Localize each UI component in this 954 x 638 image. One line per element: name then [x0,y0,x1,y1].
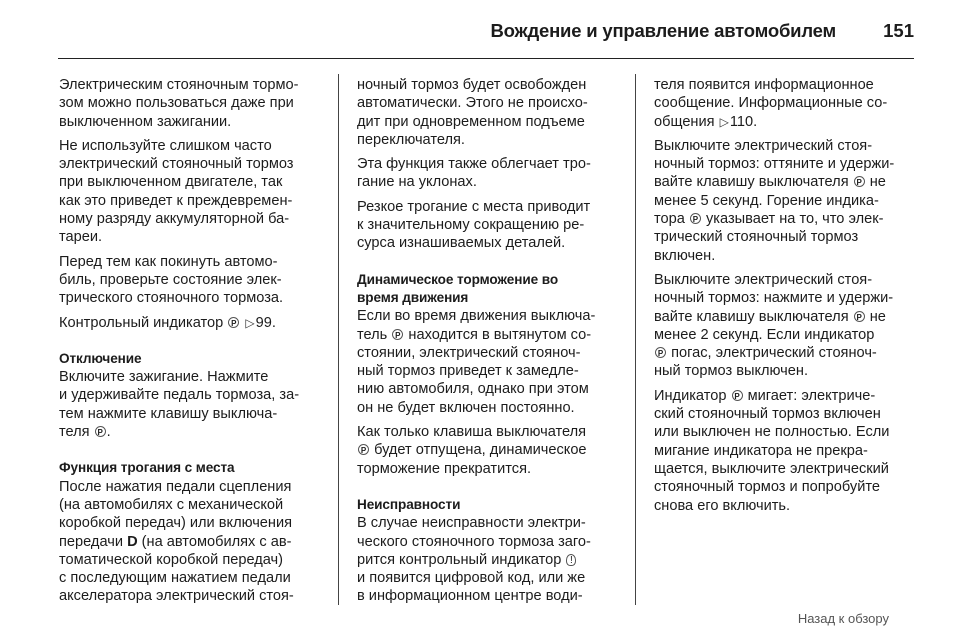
parking-brake-icon: P [732,390,743,401]
text-column-3 [654,76,918,521]
text-line: ному разряду аккумуляторной ба- [59,211,290,228]
parking-brake-icon: P [392,329,403,340]
text-line: Выключите электрический стоя- [654,137,873,154]
text-line: при выключенном двигателе, так [59,174,283,191]
section-heading: Отключение [59,350,142,366]
section [357,271,621,417]
page-title: Вождение и управление автомобилем [490,20,836,41]
text-line: торможение прекратится. [357,460,532,477]
section-heading: Неисправности [357,496,461,512]
text-line: стояночный тормоз и попробуйте [654,479,881,496]
text-fragment: не [869,174,886,191]
text-line: ский стояночный тормоз включен [654,406,881,423]
text-line: ночный тормоз: оттяните и удержи- [654,156,895,173]
column-divider [338,74,339,605]
text-line: (на автомобилях с механической [59,496,284,513]
text-line: Эта функция также облегчает тро- [357,156,591,173]
text-line: или выключен не полностью. Если [654,424,890,441]
text-fragment: вайте клавишу выключателя [654,308,849,325]
text-line: сурса изнашиваемых деталей. [357,235,566,252]
text-fragment: мигает: электриче- [747,387,876,404]
text-fragment: общения [654,113,715,130]
text-line [59,423,323,441]
text-line: ночный тормоз: нажмите и удержи- [654,290,894,307]
text-line: менее 2 секунд. Если индикатор [654,326,875,343]
parking-brake-icon: P [95,426,106,437]
text-line: ный тормоз приведет к замедле- [357,363,579,380]
paragraph [654,387,918,515]
text-line: и появится цифровой код, или же [357,570,586,587]
text-line: стоянии, электрический стояноч- [357,344,581,361]
text-line [654,387,918,405]
paragraph [654,137,918,265]
text-line: с последующим нажатием педали [59,570,291,587]
text-line: дит при одновременном подъеме [357,113,585,130]
text-fragment: вайте клавишу выключателя [654,174,849,191]
text-column-1 [59,76,323,612]
text-line: и удерживайте педаль тормоза, за- [59,387,300,404]
back-to-overview-link[interactable]: Назад к обзору [797,611,889,626]
text-line: нию автомобиля, однако при этом [357,381,589,398]
text-line: коробкой передач) или включения [59,515,293,532]
text-fragment: тора [654,211,685,228]
page-reference-arrow-icon: ▷ [245,315,255,330]
text-line: Выключите электрический стоя- [654,271,873,288]
text-line [654,173,918,191]
paragraph [59,253,323,308]
column-divider [635,74,636,605]
page-reference-link[interactable]: 99. [255,314,276,331]
page-reference-arrow-icon: ▷ [719,114,729,129]
text-line: В случае неисправности электри- [357,515,586,532]
text-line [654,308,918,326]
text-fragment: находится в вытянутом со- [408,326,592,343]
parking-brake-icon: P [655,347,666,358]
paragraph [654,271,918,381]
paragraph [59,137,323,247]
text-line: Как только клавиша выключателя [357,424,587,441]
text-fragment: Индикатор [654,387,727,404]
text-line: теля появится информационное [654,77,874,93]
parking-brake-icon: P [690,213,701,224]
text-fragment: рится контрольный индикатор [357,551,562,568]
paragraph [654,76,918,131]
text-line: сообщение. Информационные со- [654,95,888,112]
paragraph [59,76,323,131]
text-line: Резкое трогание с места приводит [357,198,591,215]
text-line: гание на уклонах. [357,174,477,191]
text-line: трического стояночного тормоза. [59,290,284,307]
text-line [357,441,621,459]
text-line: акселератора электрический стоя- [59,588,294,605]
text-fragment: передачи [59,533,123,550]
parking-brake-icon: P [854,311,865,322]
text-line: зом можно пользоваться даже при [59,95,294,112]
text-line: тем нажмите клавишу выключа- [59,405,278,422]
text-line: ческого стояночного тормоза заго- [357,533,591,550]
text-line: После нажатия педали сцепления [59,478,292,495]
text-line: тареи. [59,229,103,246]
text-fragment: погас, электрический стояноч- [671,345,877,362]
text-line: снова его включить. [654,497,791,514]
text-line: биль, проверьте состояние элек- [59,271,282,288]
header-divider [58,58,914,59]
text-line: Включите зажигание. Нажмите [59,369,269,386]
parking-brake-icon: P [228,317,239,328]
text-line [59,314,323,332]
section [357,496,621,606]
gear-label: D [127,533,138,550]
text-line: автоматически. Этого не происхо- [357,95,588,112]
text-fragment: будет отпущена, динамическое [374,442,587,459]
text-line: Перед тем как покинуть автомо- [59,253,278,270]
text-line: томатической коробкой передач) [59,551,284,568]
text-fragment: не [869,308,886,325]
text-line: Не используйте слишком часто [59,137,272,154]
parking-brake-icon: P [854,176,865,187]
text-line: включен. [654,247,716,264]
text-line: выключенном зажигании. [59,113,232,130]
text-fragment: теля [59,424,90,441]
text-line: ночный тормоз будет освобожден [357,77,587,93]
text-line [357,326,621,344]
text-line: Если во время движения выключа- [357,308,596,325]
text-line [654,113,918,131]
text-fragment: . [106,424,111,441]
text-column-2 [357,76,621,612]
paragraph [59,314,323,332]
text-line: мигание индикатора не прекра- [654,442,868,459]
section [59,350,323,441]
text-line: переключателя. [357,131,465,148]
text-line [654,344,918,362]
paragraph [357,155,621,192]
paragraph [357,198,621,253]
text-line: в информационном центре води- [357,588,583,605]
text-fragment: указывает на то, что элек- [706,211,884,228]
text-line: ный тормоз выключен. [654,363,809,380]
page-reference-link[interactable]: 110. [729,113,758,130]
section-heading: Динамическое торможение во [357,271,559,287]
text-line [357,551,621,569]
section-heading: Функция трогания с места [59,460,235,476]
text-line [59,533,323,551]
text-line: как это приведет к преждевремен- [59,192,293,209]
text-line: трический стояночный тормоз [654,229,859,246]
text-fragment: Контрольный индикатор [59,314,224,331]
section [59,459,323,605]
text-line: электрический стояночный тормоз [59,156,294,173]
section-heading: время движения [357,289,469,305]
text-fragment: тель [357,326,388,343]
text-line: Электрическим стояночным тормо- [59,77,299,93]
paragraph [357,76,621,149]
text-line: менее 5 секунд. Горение индика- [654,192,879,209]
text-line [654,210,918,228]
parking-brake-icon: P [358,444,369,455]
text-line: он не будет включен постоянно. [357,399,575,416]
text-fragment: (на автомобилях с ав- [141,533,292,550]
text-line: к значительному сокращению ре- [357,217,585,234]
page-number: 151 [883,20,914,41]
paragraph [357,423,621,478]
fault-indicator-icon: ! [566,554,576,566]
text-line: щается, выключите электрический [654,460,889,477]
